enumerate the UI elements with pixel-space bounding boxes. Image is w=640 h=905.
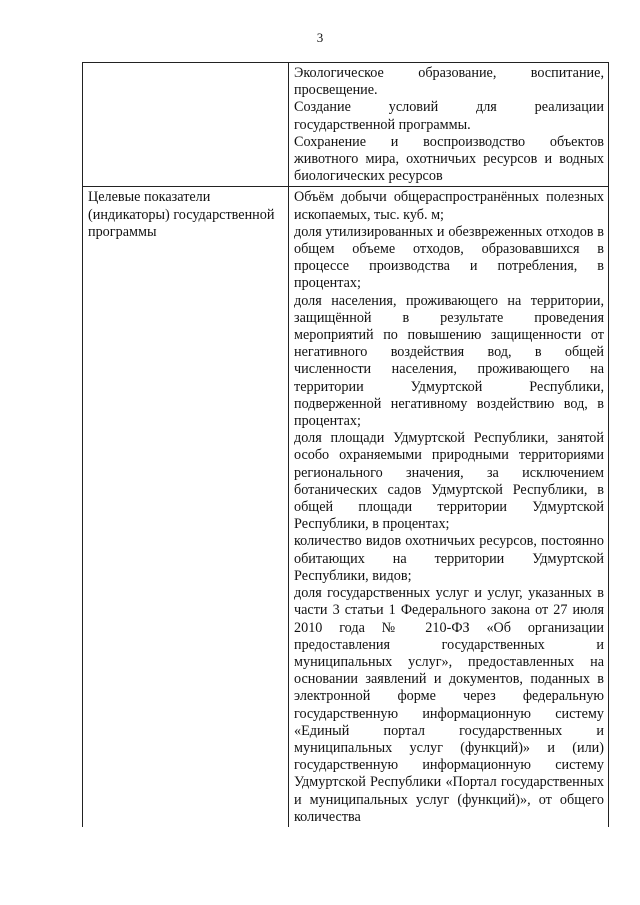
task-environmental-education: Экологическое образование, воспитание, просвещение. [294, 65, 604, 99]
table-row [83, 187, 609, 827]
indicator-flood-protection: доля населения, проживающего на территории, защищённой в результате проведения мероприятий по повышению защищенности от негативного воздействия вод, в общей численности населения, проживающего на территории Удмуртской Республики, подверженной негативному воздействию вод, в процентах; [294, 292, 604, 430]
row-label-cell [83, 63, 289, 187]
row-label-cell: Целевые показатели (индикаторы) государственной программы [83, 187, 289, 827]
indicator-protected-areas: доля площади Удмуртской Республики, занятой особо охраняемыми природными территориями регионального значения, за исключением ботанических садов Удмуртской Республики, в общей площади территории Удмуртской Республики, в процентах; [294, 430, 604, 533]
task-wildlife-conservation: Сохранение и воспроизводство объектов животного мира, охотничьих ресурсов и водных биологических ресурсов [294, 133, 604, 185]
program-passport-table [82, 62, 609, 827]
task-program-conditions: Создание условий для реализации государственной программы. [294, 99, 604, 133]
indicator-minerals-extraction: Объём добычи общераспространённых полезных ископаемых, тыс. куб. м; [294, 189, 604, 223]
row-content-cell [289, 187, 609, 827]
indicator-hunting-species: количество видов охотничьих ресурсов, постоянно обитающих на территории Удмуртской Республики, видов; [294, 533, 604, 584]
page-number: 3 [316, 30, 324, 45]
row-content-cell [289, 63, 609, 187]
indicator-electronic-services: доля государственных услуг и услуг, указанных в части 3 статьи 1 Федерального закона от 27 июля 2010 года № 210-ФЗ «Об организации предоставления государственных и муниципальных услуг», предоставленных на основании заявлений и документов, поданных в электронной форме через федеральную государственную информационную систему «Единый портал государственных и муниципальных услуг (функций)» и (или) государственную информационную систему Удмуртской Республики «Портал государственных и муниципальных услуг (функций)», от общего количества [294, 585, 604, 825]
indicator-waste-utilization: доля утилизированных и обезвреженных отходов в общем объеме отходов, образовавшихся в процессе производства и потребления, в процентах; [294, 223, 604, 292]
table-row [83, 63, 609, 187]
